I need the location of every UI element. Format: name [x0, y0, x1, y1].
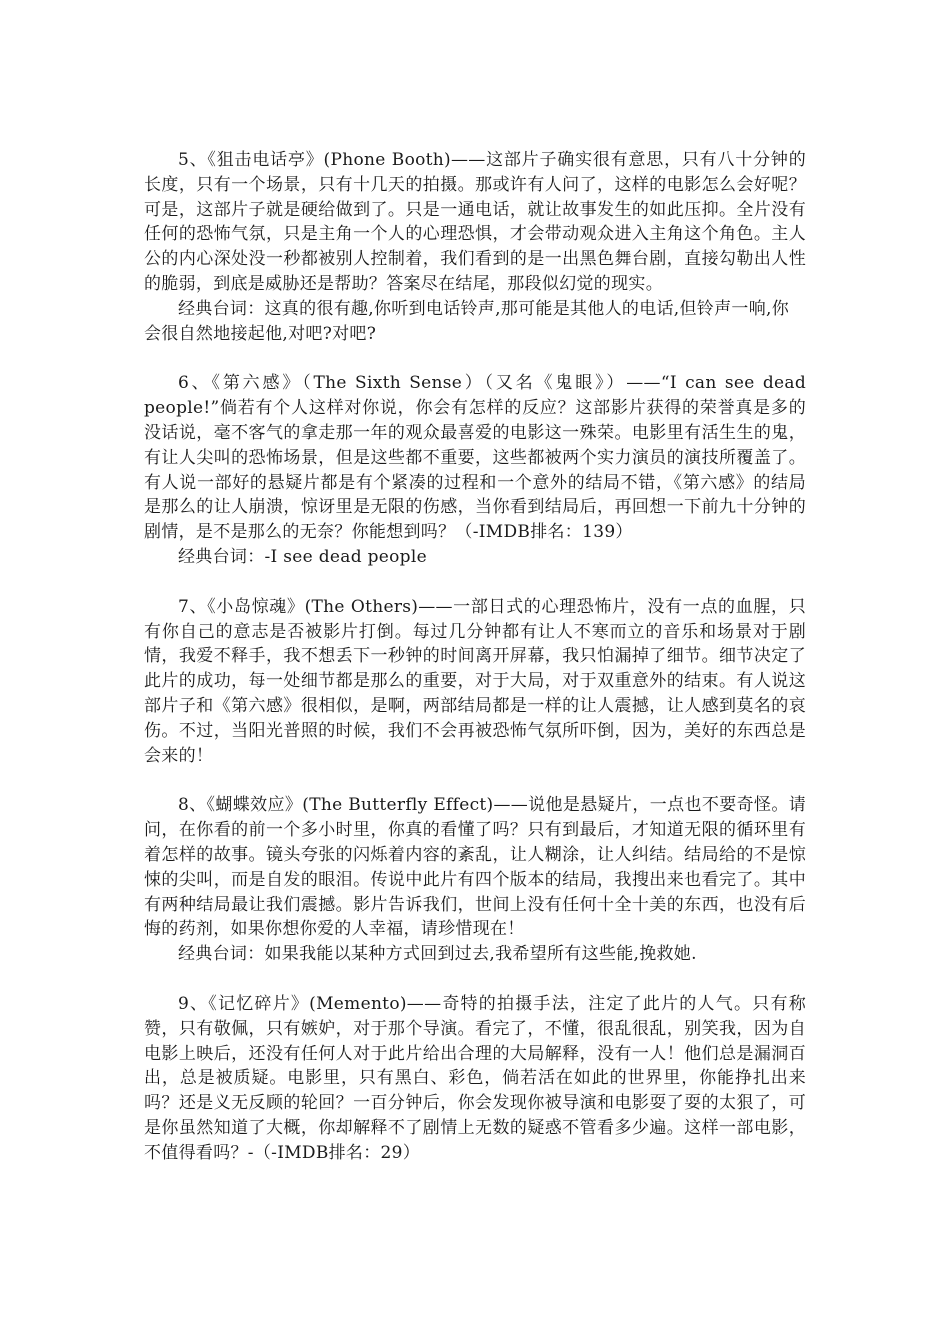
entry-paragraph-7: 7、《小岛惊魂》(The Others)——一部日式的心理恐怖片，没有一点的血腥，只有你自己的意志是否被影片打倒。每过几分钟都有让人不寒而立的音乐和场景对于剧情，我爱不释手，我不想丢下一秒钟的时间离开屏幕，我只怕漏掉了细节。细节决定了此片的成功，每一处细节都是那么的重要，对于大局，对于双重意外的结束。有人说这部片子和《第六感》很相似，是啊，两部结局都是一样的让人震撼，让人感到莫名的哀伤。不过，当阳光普照的时候，我们不会再被恐怖气氛所吓倒，因为，美好的东西总是会来的！	[144, 596, 806, 766]
paragraph-spacer	[144, 570, 806, 595]
paragraph-spacer	[144, 967, 806, 992]
classic-quote-6: 经典台词：-I see dead people	[178, 546, 427, 567]
classic-quote-5: 经典台词：这真的很有趣,你听到电话铃声,那可能是其他人的电话,但铃声一响,你会很自然地接起他,对吧?对吧?	[144, 298, 790, 344]
document-body	[144, 148, 806, 1165]
classic-quote-8: 经典台词：如果我能以某种方式回到过去,我希望所有这些能,挽救她.	[178, 944, 697, 965]
entry-paragraph-8: 8、《蝴蝶效应》(The Butterfly Effect)——说他是悬疑片，一点也不要奇怪。请问，在你看的前一个多小时里，你真的看懂了吗？只有到最后，才知道无限的循环里有着怎样的故事。镜头夸张的闪烁着内容的紊乱，让人糊涂，让人纠结。结局给的不是惊悚的尖叫，而是自发的眼泪。传说中此片有四个版本的结局，我搜出来也看完了。其中有两种结局最让我们震撼。影片告诉我们，世间上没有任何十全十美的东西，也没有后悔的药剂，如果你想你爱的人幸福，请珍惜现在！	[144, 795, 806, 940]
paragraph-spacer	[144, 768, 806, 793]
entry-paragraph-9: 9、《记忆碎片》(Memento)——奇特的拍摄手法，注定了此片的人气。只有称赞，只有敬佩，只有嫉妒，对于那个导演。看完了，不懂，很乱很乱，别笑我，因为自电影上映后，还没有任何人对于此片给出合理的大局解释，没有一人！他们总是漏洞百出，总是被质疑。电影里，只有黑白、彩色，倘若活在如此的世界里，你能挣扎出来吗？还是义无反顾的轮回？一百分钟后，你会发现你被导演和电影耍了耍的太狠了，可是你虽然知道了大概，你却解释不了剧情上无数的疑惑不管看多少遍。这样一部电影，不值得看吗？-（-IMDB排名：29）	[144, 993, 806, 1163]
paragraph-spacer	[144, 346, 806, 371]
entry-paragraph-6: 6、《第六感》（The Sixth Sense）（又名《鬼眼》）——“I can see dead people!”倘若有个人这样对你说，你会有怎样的反应？这部影片获得的荣誉真是多的没话说，毫不客气的拿走那一年的观众最喜爱的电影这一殊荣。电影里有活生生的鬼，有让人尖叫的恐怖场景，但是这些都不重要，这些都被两个实力演员的演技所覆盖了。有人说一部好的悬疑片都是有个紧凑的过程和一个意外的结局不错，《第六感》的结局是那么的让人崩溃，惊讶里是无限的伤感，当你看到结局后，再回想一下前九十分钟的剧情，是不是那么的无奈？你能想到吗？（-IMDB排名：139）	[144, 373, 806, 543]
entry-paragraph-5: 5、《狙击电话亭》(Phone Booth)——这部片子确实很有意思，只有八十分钟的长度，只有一个场景，只有十几天的拍摄。那或许有人问了，这样的电影怎么会好呢？可是，这部片子就是硬给做到了。只是一通电话，就让故事发生的如此压抑。全片没有任何的恐怖气氛，只是主角一个人的心理恐惧，才会带动观众进入主角这个角色。主人公的内心深处没一秒都被别人控制着，我们看到的是一出黑色舞台剧，直接勾勒出人性的脆弱，到底是威胁还是帮助？答案尽在结尾，那段似幻觉的现实。	[144, 150, 806, 294]
